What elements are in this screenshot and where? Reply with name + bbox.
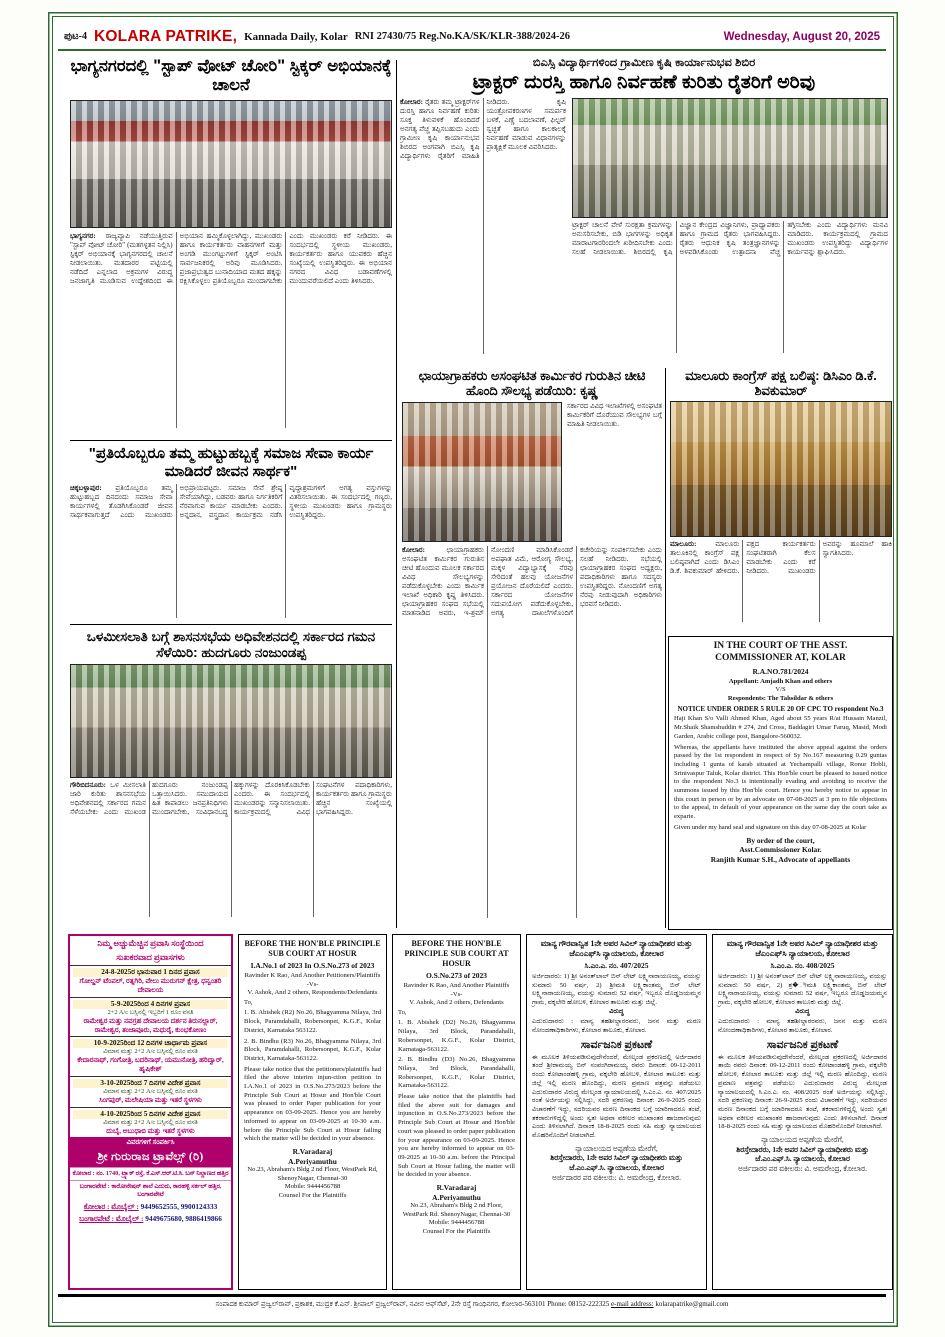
column-divider bbox=[665, 368, 666, 928]
article-body bbox=[402, 546, 662, 918]
article-tractor bbox=[400, 57, 888, 354]
notice-respondents: V. Ashok, And 2 others, Respondents/Defendants bbox=[247, 989, 378, 997]
notice-address-1: 1. B. Abishek (D2) No.26, Bhagyamma Nilaya, 3rd Block, Parandahalli, Robersonpet, K.G.F., Kolar District, Karnataga-563122. bbox=[398, 1019, 515, 1053]
ad-tour-date: 4-10-2025ರಿಂದ 5 ದಿನಗಳ ವಿದೇಶ ಪ್ರವಾಸ bbox=[73, 1110, 228, 1119]
article-kicker: ಬಿಎಸ್ಸಿ ವಿದ್ಯಾರ್ಥಿಗಳಿಂದ ಗ್ರಾಮೀಣ ಕೃಷಿ ಕಾರ್ಯಾನುಭವ ಶಿಬಿರ bbox=[532, 57, 756, 69]
notice-vs: -Vs- bbox=[450, 990, 463, 998]
notice-signature-2: Asst.Commissioner Kolar. bbox=[739, 845, 822, 855]
ad-tour-date: 24-8-2025ರ ಭಾನುವಾರ 1 ದಿನದ ಪ್ರವಾಸ bbox=[73, 968, 228, 977]
ad-phone-number: 9449675680, 9886419866 bbox=[145, 1214, 222, 1224]
notice-order-line: NOTICE UNDER ORDER 5 RULE 20 OF CPC TO respondent No.3 bbox=[677, 705, 884, 714]
article-headline: ಟ್ರಾಕ್ಟರ್ ದುರಸ್ತಿ ಹಾಗೂ ನಿರ್ವಹಣೆ ಕುರಿತು ರೈತರಿಗೆ ಅರಿವು bbox=[472, 72, 816, 93]
notice-respondents: ಎದುರುದಾರರು : ಮಾನ್ಯ ತಹಶೀಲ್ದಾರರವರು, ಜನನ ಮತ್ತು ಮರಣ ನೋಂದಣಾಧಿಕಾರಿಗಳು, ಕೋಲಾರ ತಾಲೂಕು, ಕೋಲಾರ. bbox=[718, 1018, 887, 1035]
notice-appellant: Appellant: Amjadh Khan and others bbox=[728, 677, 833, 685]
article-body bbox=[670, 540, 892, 622]
notice-vs: -Vs- bbox=[306, 980, 319, 988]
article-service-quote bbox=[70, 445, 392, 618]
legal-notice-hosur-ia bbox=[238, 934, 387, 1290]
footer-phone: Phone: 08152-222325 bbox=[547, 1300, 610, 1308]
ad-address-kolar: ಕೋಲಾರ : ನಂ. 1740, ಟ್ರ್ಯಾಕ್ ರಸ್ತೆ, ಕೆ.ಎಸ್.ಆರ್.ಟಿ.ಸಿ. ಬಸ್ ನಿಲ್ದಾಣದ ಹತ್ತಿರ bbox=[70, 1167, 231, 1180]
notice-to: To, bbox=[398, 1008, 407, 1016]
notice-counsel-name-2: A.Periyamuthu bbox=[432, 1192, 481, 1202]
notice-court-line2: COMMISSIONER AT, KOLAR bbox=[715, 652, 846, 663]
imprint-text: ಸಂಪಾದಕ ಕುಮಾರ್ ಪ್ರಜ್ವಲ್‌ರಾವ್, ಪ್ರಕಾಶಕ, ಮುದ್ರಕ ಕೆ.ಎನ್. ಶ್ರೀಪಾಲ್ ಪ್ರಜ್ವಲ್‌ರಾವ್, ನವೀನ ಆಫ್‌ಸೆಟ್, 2ನೇ ರಸ್ತೆ ಗಾಂಧಿನಗರ, ಕೋಲಾರ-563101 bbox=[215, 1300, 546, 1308]
ad-tour-row bbox=[70, 1076, 231, 1107]
notice-address-2: 2. B. Bindhu (D3) No.26, Bhagyamma Nilaya, 3rd Block, Parandahalli, Robersonpet, K.G.F., Kolar District, Karnataka-563122. bbox=[398, 1056, 515, 1090]
masthead bbox=[58, 24, 886, 51]
article-reservation bbox=[70, 629, 392, 917]
notice-court: BEFORE THE HON'BLE PRINCIPLE SUB COURT AT HOSUR bbox=[244, 939, 381, 958]
notice-sheristedar: ಶಿರಸ್ತೇದಾರರು, 1ನೇ ಅಪರ ಸಿವಿಲ್ ನ್ಯಾಯಾಧೀಶರು ಮತ್ತು ಜೆ.ಎಂ.ಎಫ್.ಸಿ. ನ್ಯಾಯಾಲಯ, ಕೋಲಾರ bbox=[736, 1144, 869, 1164]
page-number-label: ಪುಟ-4 bbox=[64, 31, 88, 42]
notice-counsel-name-1: R.Varadaraj bbox=[436, 1183, 477, 1193]
section-divider bbox=[70, 440, 392, 441]
ad-tour-row bbox=[70, 997, 231, 1037]
ad-tour-row bbox=[70, 965, 231, 997]
notice-case-number: I.A.No.1 of 2023 In O.S.No.273 of 2023 bbox=[250, 961, 375, 970]
notice-by-order: ನ್ಯಾಯಾಲಯದ ಅಪ್ಪಣೆಯ ಮೇರೆಗೆ, bbox=[761, 1135, 844, 1145]
notice-counsel-name-1: R.Varadaraj bbox=[292, 1146, 333, 1156]
article-body bbox=[70, 781, 392, 917]
newspaper-title: KOLARA PATRIKE, bbox=[94, 27, 238, 45]
ad-tour-destinations: ರಾಮೇಶ್ವರ ಮತ್ತು ನವಗ್ರಹ ದೇವಾಲಯ ದರ್ಶನ ತಿರುನಲ್ಲಾರ್, ರಾಮೇಶ್ವರ, ತಂಜಾವೂರು, ಮಧುರೈ, ಕುಂಭಕೋಣಂ bbox=[83, 1016, 218, 1034]
article-photographers bbox=[402, 368, 662, 918]
notice-address-1: 1. B. Abishek (R2) No.26, Bhagyamma Nilaya, 3rd Block, Paramdahalli, Robersonpet, K.G.F., Kolar District, Karnataka 563122. bbox=[244, 1009, 381, 1034]
ad-tour-row bbox=[70, 1107, 231, 1138]
article-headline: ಮಾಲೂರು ಕಾಂಗ್ರೆಸ್ ಪಕ್ಷ ಬಲಿಷ್ಠ: ಡಿಸಿಎಂ ಡಿ.ಕೆ. ಶಿವಕುಮಾರ್ bbox=[685, 368, 877, 399]
ad-agency-name: ಶ್ರೀ ಗುರುರಾಜ ಟ್ರಾವೆಲ್ಸ್ (ರಿ) bbox=[70, 1148, 231, 1167]
article-body-left bbox=[400, 98, 566, 354]
ad-tour-date: 5-9-2025ರಿಂದ 4 ದಿನಗಳ ಪ್ರವಾಸ bbox=[73, 1000, 228, 1009]
dateline: ಮಾಲೂರು: bbox=[670, 540, 697, 549]
footer-rule bbox=[58, 1294, 886, 1297]
dateline: ಭಾಗ್ಯನಗರ: bbox=[70, 231, 96, 240]
article-photo-shivakumar bbox=[670, 401, 892, 537]
legal-notice-hosur-os bbox=[392, 934, 521, 1290]
travel-agency-ad bbox=[68, 934, 233, 1290]
article-maluru-congress bbox=[670, 368, 892, 622]
notice-court-line1: IN THE COURT OF THE ASST. bbox=[713, 641, 848, 651]
article-text: ಪ್ರತಿಯೊಬ್ಬರೂ ತಮ್ಮ ಹುಟ್ಟುಹಬ್ಬದ ದಿನದಂದು ಸಮಾಜ ಸೇವಾ ಕಾರ್ಯಗಳಲ್ಲಿ ತೊಡಗಿಸಿಕೊಂಡರೆ ಜೀವನ ಸಾರ್ಥಕವಾಗುತ್ತದೆ ಎಂದು ಮುಖಂಡರು ಅಭಿಪ್ರಾಯಪಟ್ಟರು. ಸಮಾಜ ಸೇವೆ ಶ್ರೇಷ್ಠ ಸೇವೆಯಾಗಿದ್ದು, ಬಡವರು ಹಾಗೂ ನಿರ್ಗತಿಕರಿಗೆ ನೆರವಾಗುವ ಕಾರ್ಯ ಮಾಡಬೇಕು ಎಂದರು. ಅನ್ನದಾನ, ವಸ್ತ್ರದಾನ ಕಾರ್ಯಕ್ರಮ ನಡೆಸಿ ವೃದ್ಧಾಶ್ರಮಗಳಿಗೆ ಅಗತ್ಯ ವಸ್ತುಗಳನ್ನು ವಿತರಿಸಲಾಯಿತು. ಈ ಸಂದರ್ಭದಲ್ಲಿ ಗಣ್ಯರು, ಸ್ಥಳೀಯ ಮುಖಂಡರು ಹಾಗೂ ಗ್ರಾಮಸ್ಥರು ಉಪಸ್ಥಿತರಿದ್ದರು. bbox=[70, 484, 392, 520]
ad-tour-destinations: ಕೇದಾರನಾಥ್, ಗಂಗೋತ್ರಿ, ಬದರಿನಾಥ್, ಯಮುನೋತ್ರಿ, ಹರಿದ್ವಾರ್, ಹೃಷಿಕೇಶ್ bbox=[77, 1056, 224, 1073]
article-text: ರೈತರು ತಮ್ಮ ಟ್ರಾಕ್ಟರ್‌ಗಳ ದುರಸ್ತಿ ಹಾಗೂ ನಿರ್ವಹಣೆ ಕುರಿತು ಸೂಕ್ತ ತಿಳುವಳಿಕೆ ಹೊಂದಿದರೆ ಅನಗತ್ಯ ವೆಚ್ಚ ತಪ್ಪಿಸಬಹುದು ಎಂದು ಗ್ರಾಮೀಣ ಕೃಷಿ ಕಾರ್ಯಾನುಭವ ಶಿಬಿರದ ಅಂಗವಾಗಿ ಬಿಎಸ್ಸಿ ಕೃಷಿ ವಿದ್ಯಾರ್ಥಿಗಳು ರೈತರಿಗೆ ಮಾಹಿತಿ ನೀಡಿದರು. ಕೃಷಿ ಯಂತ್ರೋಪಕರಣಗಳ ಸಮರ್ಪಕ ಬಳಕೆ, ಎಣ್ಣೆ ಬದಲಾವಣೆ, ಫಿಲ್ಟರ್ ಸ್ವಚ್ಛತೆ ಹಾಗೂ ಕಾಲಕಾಲಕ್ಕೆ ನಿರ್ವಹಣೆ ಮಾಡುವ ವಿಧಾನಗಳನ್ನು ಪ್ರಾತ್ಯಕ್ಷಿಕೆ ಮೂಲಕ ವಿವರಿಸಿದರು. bbox=[400, 98, 566, 161]
notice-signature-1: By order of the court, bbox=[746, 835, 815, 845]
article-headline: "ಪ್ರತಿಯೊಬ್ಬರೂ ತಮ್ಮ ಹುಟ್ಟುಹಬ್ಬಕ್ಕೆ ಸಮಾಜ ಸೇವಾ ಕಾರ್ಯ ಮಾಡಿದರೆ ಜೀವನ ಸಾರ್ಥಕ" bbox=[88, 445, 374, 480]
newspaper-subtitle: Kannada Daily, Kolar bbox=[244, 30, 348, 43]
notice-counsel-role: Counsel For the Plaintiffs bbox=[422, 1227, 491, 1235]
registration-number: RNI 27430/75 Reg.No.KA/SK/KLR-388/2024-26 bbox=[354, 31, 570, 42]
article-photo-photographers bbox=[402, 402, 562, 542]
notice-court: ಮಾನ್ಯ ಗೌರವಾನ್ವಿತ 1ನೇ ಅಪರ ಸಿವಿಲ್ ನ್ಯಾಯಾಧೀಶರ ಮತ್ತು ಜೆಎಂಎಫ್‌ಸಿ ನ್ಯಾಯಾಲಯ, ಕೋಲಾರ bbox=[540, 939, 693, 958]
notice-body-3: Given under my hand seal and signature on this day 07-08-2025 at Kolar bbox=[674, 823, 867, 831]
ad-address-bangarpet: ಬಂಗಾರಪೇಟೆ : ಕಾರೋನೇಷನ್ ಶಾಲೆ ಎದುರು, ಕಾರಹಳ್ಳಿ ಸರ್ಕಲ್ ಹತ್ತಿರ, ಬಂಗಾರಪೇಟೆ bbox=[70, 1180, 231, 1201]
article-stop-vote bbox=[70, 57, 392, 428]
notice-body-2: Whereas, the appellants have instituted the above appeal against the orders passed by the 1st respondent in respect of Sy No.167 measuring 0.29 guntas including 1 gunta of karab situated at Yechampalli village, Ronur Hobli, Srinivaspur Taluk, Kolar district. This Hon'ble court be pleased to issued notice to the respondent No.3 is intentionally evading and avoiding to receive the summons issued by this Hon'ble court. Hence you hereby notice to appear in this court in person or by an advocate on 07-08-2025 at 3 pm to file objections to the appeal, in default of your appearance on the same day the court take as exparte. bbox=[674, 743, 887, 821]
ad-tour-row bbox=[70, 1036, 231, 1076]
article-headline: ಭಾಗ್ಯನಗರದಲ್ಲಿ "ಸ್ಟಾಪ್ ವೋಟ್ ಚೋರಿ" ಸ್ಟಿಕ್ಕರ್ ಅಭಿಯಾನಕ್ಕೆ ಚಾಲನೆ bbox=[70, 57, 392, 95]
article-photo-stop-vote bbox=[70, 100, 392, 228]
notice-counsel-address: No.23, Abraham's Bldg 2 nd Floor, WestPark Rd. ShenoyNagar, Chennai-30 bbox=[402, 1202, 511, 1218]
notice-plaintiffs: Ravinder K Rao, And Another Plaintiffs bbox=[403, 982, 510, 989]
notice-court: ಮಾನ್ಯ ಗೌರವಾನ್ವಿತ 1ನೇ ಅಪರ ಸಿವಿಲ್ ನ್ಯಾಯಾಧೀಶರ ಮತ್ತು ಜೆಎಂಎಫ್‌ಸಿ ನ್ಯಾಯಾಲಯ, ಕೋಲಾರ bbox=[726, 939, 879, 958]
notice-sheristedar: ಶಿರಸ್ತೇದಾರರು, 1ನೇ ಅಪರ ಸಿವಿಲ್ ನ್ಯಾಯಾಧೀಶರು ಮತ್ತು ಜೆ.ಎಂ.ಎಫ್.ಸಿ. ನ್ಯಾಯಾಲಯ, ಕೋಲಾರ bbox=[550, 1153, 683, 1173]
article-photo-tractor-camp bbox=[572, 98, 888, 218]
notice-defendants: V. Ashok, And 2 others, Defendants bbox=[409, 999, 504, 1007]
article-side-text: ಸರ್ಕಾರದ ವಿವಿಧ ಇಲಾಖೆಗಳಲ್ಲಿ ಅಸಂಘಟಿತ ಕಾರ್ಮಿಕರಿಗೆ ದೊರೆಯುವ ಸೌಲಭ್ಯಗಳ ಬಗ್ಗೆ ಮಾಹಿತಿ ನೀಡಲಾಯಿತು. bbox=[567, 402, 662, 429]
ad-header-line2: ಸುಖಕರವಾದ ಪ್ರವಾಸಗಳು bbox=[116, 951, 185, 962]
article-body-bottom bbox=[572, 221, 888, 353]
kannada-court-notice-407 bbox=[526, 934, 707, 1290]
ad-phone-bangarpet bbox=[70, 1213, 231, 1225]
dateline: ಗೌರಿಬಿದನೂರು: bbox=[70, 780, 106, 789]
notice-body: ಈ ಮೂಲಕ ತಿಳಿಯಪಡಿಸುವುದೇನೆಂದರೆ, ಮೇಲ್ಕಂಡ ಪ್ರಕರಣದಲ್ಲಿ ಅರ್ಜಿದಾರರ ತಾಯಿ ರವರು ದಿನಾಂಕ: 09-12-2011 ರಂದು ಕೋಟಾಂಡಹಳ್ಳಿ ಗ್ರಾಮ, ವಕ್ಕಲೇರಿ ಹೋಬಳಿ, ಕೋಲಾರ ತಾಲೂಕು ಮತ್ತು ಜಿಲ್ಲೆ ಇಲ್ಲಿ ಮರಣ ಹೊಂದಿದ್ದು, ಮರಣ ಪ್ರಮಾಣ ಪತ್ರವನ್ನು ಪಡೆಯಲು ಎದುರುದಾರರ ವಿರುದ್ಧ ಮೇಲ್ಕಂಡ ನ್ಯಾಯಾಲಯದಲ್ಲಿ ಸಿ.ಎಂ.ಎ. ನಂ. 408/2025 ರಂತೆ ಅರ್ಜಿಯನ್ನು ಸಲ್ಲಿಸಿದ್ದು, ಸದರಿ ಪ್ರಕರಣವು ದಿನಾಂಕ: 26-9-2025 ರಂದು ವಿಚಾರಣೆಗೆ ಇದ್ದು, ಸದರಿಯವರ ಮರಣ ದಿನಾಂಕದ ಬಗ್ಗೆ ಯಾರಿಗಾದರೂ ತಂಟೆ, ತಕರಾರುಗಳಿದ್ದಲ್ಲಿ ಅಂದು ಸ್ವತಃ ಅಥವಾ ವಕೀಲರ ಮುಖಾಂತರ ಹಾಜರಾಗುವುದು ಎಂದು ತಿಳಿಸಲಾಗಿದೆ. ದಿನಾಂಕ 18-8-2025 ರಂದು ಸಹಿ ಮತ್ತು ನ್ಯಾಯಾಲಯದ ಮೊಹರಿನೊಂದಿಗೆ ನೀಡಲಾಗಿದೆ. bbox=[718, 1053, 887, 1131]
notice-versus: ವಿರುದ್ಧ bbox=[795, 1007, 810, 1015]
footer-imprint bbox=[58, 1300, 886, 1309]
ad-tour-destinations: ಗೋಲ್ಡನ್ ಟೆಂಪಲ್, ರತ್ನಗಿರಿ, ವೇಲು ಮುರುಗನ್ ಕ್ಷೇತ್ರ, ಧನ್ವಂತರಿ ದೇವಾಲಯ bbox=[79, 977, 222, 994]
issue-date: Wednesday, August 20, 2025 bbox=[723, 30, 880, 43]
article-text: ಟ್ರಾಕ್ಟರ್ ಚಾಲನೆ ವೇಳೆ ಸುರಕ್ಷತಾ ಕ್ರಮಗಳನ್ನು ಅನುಸರಿಸಬೇಕು, ಬಿಡಿ ಭಾಗಗಳನ್ನು ಅಧಿಕೃತ ಮಾರಾಟಗಾರರಿಂದಲೇ ಖರೀದಿಸಬೇಕು ಎಂದು ಸಲಹೆ ನೀಡಲಾಯಿತು. ಶಿಬಿರದಲ್ಲಿ ಕೃಷಿ ವಿಜ್ಞಾನ ಕೇಂದ್ರದ ವಿಜ್ಞಾನಿಗಳು, ಪ್ರಾಧ್ಯಾಪಕರು ಹಾಗೂ ಗ್ರಾಮದ ರೈತರು ಭಾಗವಹಿಸಿದ್ದರು. ರೈತರು ಆಧುನಿಕ ಕೃಷಿ ತಂತ್ರಜ್ಞಾನಗಳನ್ನು ಅಳವಡಿಸಿಕೊಂಡು ಉತ್ಪಾದನಾ ವೆಚ್ಚ ತಗ್ಗಿಸಬೇಕು ಎಂದು ವಿದ್ಯಾರ್ಥಿಗಳು ಮನವಿ ಮಾಡಿದರು. ಕಾರ್ಯಕ್ರಮದಲ್ಲಿ ಗ್ರಾಮದ ಮುಖಂಡರು ಉಪಸ್ಥಿತರಿದ್ದು ವಿದ್ಯಾರ್ಥಿಗಳ ಕಾರ್ಯವನ್ನು ಶ್ಲಾಘಿಸಿದರು. bbox=[572, 221, 888, 257]
notice-court: BEFORE THE HON'BLE PRINCIPLE SUB COURT AT HOSUR bbox=[404, 939, 509, 968]
dateline: ಕೋಲಾರ: bbox=[402, 546, 425, 555]
notice-versus: ವಿರುದ್ಧ bbox=[609, 1007, 624, 1015]
notice-by-order: ನ್ಯಾಯಾಲಯದ ಅಪ್ಪಣೆಯ ಮೇರೆಗೆ, bbox=[575, 1143, 658, 1153]
ad-phone-label: ಕೋಲಾರ : ಮೊಬೈಲ್ : bbox=[83, 1202, 139, 1212]
notice-body: Please take notice that the plaintiffs had filed the above suit for damages and injunction in O.S.No.273/2023 before the Principle Sub Court at Hosur and Hon'ble court was pleased to order paper publication for your appearance on 03-09-2025. Hence you are hereby informed to appear on 03-09-2025 at 10-30 a.m. before the Principal Sub Court at Hosur failing, the matter will be decided in your absence. bbox=[398, 1093, 515, 1179]
notice-vs: V/S bbox=[775, 686, 786, 694]
notice-address-2: 2. B. Bindhu (R3) No.26, Bhagyamma Nilaya, 3rd Block, Paramdahalli, Robersonpet, K.G.F., Kolar District, Karnataka-563122. bbox=[244, 1037, 381, 1062]
notice-body-1: Haji Khan S/o Valli Ahmed Khan, Aged about 55 years R/at Hussain Manzil, Mr.Shaik Shamshuddin # 274, 2nd Cross, Baddagiri Umar Faruq, Masid, Modi Garden, Arabic college post, Bangalore-560032. bbox=[674, 715, 887, 740]
notice-case-number: ಸಿ.ಎಂ.ಎ. ನಂ. 408/2025 bbox=[770, 961, 835, 970]
ad-contact-label: ವಿವರಗಳಿಗೆ ಸಂಪರ್ಕಿಸಿ bbox=[70, 1137, 231, 1148]
court-notice-asst-commissioner bbox=[668, 636, 893, 930]
ad-phone-label: ಬಂಗಾರಪೇಟೆ : ಮೊಬೈಲ್ : bbox=[79, 1214, 144, 1224]
article-headline: ಛಾಯಾಗ್ರಾಹಕರು ಅಸಂಘಟಿತ ಕಾರ್ಮಿಕರ ಗುರುತಿನ ಚೀಟಿ ಹೊಂದಿ ಸೌಲಭ್ಯ ಪಡೆಯಿರಿ: ಕೃಷ್ಣ bbox=[418, 368, 646, 399]
notice-to: To, bbox=[244, 998, 253, 1006]
dateline: ಚಿಕ್ಕಬಳ್ಳಾಪುರ: bbox=[70, 484, 102, 493]
notice-counsel-address: No.23, Abraham's Bldg 2 nd Floor, WestPark Rd, ShenoyNagar, Chennai-30 bbox=[247, 1166, 378, 1182]
ad-tour-detail: ವಿಮಾನ ಮತ್ತು 2+2 A/c ಬಸ್ಸಿನಲ್ಲಿ ರೂಂ ವಸತಿ bbox=[103, 1118, 198, 1126]
ad-tour-destinations: ಸಿಂಗಪುರ್, ಮಲೇಷಿಯಾ ಮತ್ತು ಇತರೆ ಸ್ಥಳಗಳು bbox=[99, 1095, 202, 1104]
notice-signature-3: Ranjith Kumar S.H., Advocate of appellants bbox=[710, 854, 851, 864]
column-divider bbox=[396, 60, 397, 928]
article-body bbox=[70, 232, 392, 428]
article-text: ಒಳ ಮೀಸಲಾತಿ ಜಾರಿ ಕುರಿತು ಶಾಸನಸಭೆಯ ಅಧಿವೇಶನದಲ್ಲಿ ಸರ್ಕಾರದ ಗಮನ ಸೆಳೆಯಬೇಕು ಎಂದು ಮುಖಂಡ ಹುದಗೂರು ನಂಜುಂಡಪ್ಪ ಒತ್ತಾಯಿಸಿದರು. ಸಮುದಾಯದ ಹಿತ ಕಾಪಾಡಲು ಜನಪ್ರತಿನಿಧಿಗಳು ಮುಂದಾಗಬೇಕು, ಸಂವಿಧಾನಬದ್ಧ ಹಕ್ಕುಗಳನ್ನು ದೊರಕಿಸಿಕೊಡಬೇಕು ಎಂದರು. ಈ ಸಂದರ್ಭದಲ್ಲಿ ಮುಖಂಡರನ್ನು ಸನ್ಮಾನಿಸಲಾಯಿತು. ಕಾರ್ಯಕ್ರಮದಲ್ಲಿ ವಿವಿಧ ಸಂಘಟನೆಗಳ ಪದಾಧಿಕಾರಿಗಳು, ಕಾರ್ಯಕರ್ತರು ಹಾಗೂ ಗ್ರಾಮಸ್ಥರು ಹೆಚ್ಚಿನ ಸಂಖ್ಯೆಯಲ್ಲಿ ಭಾಗವಹಿಸಿದ್ದರು. bbox=[70, 780, 392, 816]
article-headline: ಒಳಮೀಸಲಾತಿ ಬಗ್ಗೆ ಶಾಸನಸಭೆಯ ಅಧಿವೇಶನದಲ್ಲಿ ಸರ್ಕಾರದ ಗಮನ ಸೆಳೆಯಿರಿ: ಹುದಗೂರು ನಂಜುಂಡಪ್ಪ bbox=[86, 629, 376, 660]
article-photo-garland bbox=[70, 664, 392, 778]
notice-counsel-mobile: Mobile: 9444456788 bbox=[428, 1219, 485, 1227]
footer-email: kolarapatrike@gmail.com bbox=[655, 1300, 729, 1308]
notice-public-announcement-heading: ಸಾರ್ವಜನಿಕ ಪ್ರಕಟಣೆ bbox=[766, 1038, 839, 1051]
kannada-court-notice-408 bbox=[712, 934, 893, 1290]
notice-petitioners: Ravinder K Rao, And Another Petitioners/Plaintiffs bbox=[244, 972, 381, 979]
notice-body: Please take notice that the petitioners/plaintiffs had filed the above interim injun-ction petition in I.A.No.1 of 2023 in O.S.No.273/2023 before the Principle Sub Court at Hosur and Hon'ble Court was pleased to order Paper publication for your appearance on 03-09-2025. Hence you are hereby informed to appear on 03-09-2025 at 10-30 a.m. before the Principle Sub Court at Hosur failing which the matter will be decided in your absence. bbox=[244, 1065, 381, 1143]
notice-advocate: ಅರ್ಜಿದಾರರ ಪರ ವಕೀಲರು: ವಿ. ಅಮರೇಂದ್ರ, ಕೋಲಾರ. bbox=[738, 1163, 867, 1173]
notice-case-number: ಸಿ.ಎಂ.ಎ. ನಂ. 407/2025 bbox=[584, 961, 649, 970]
ad-phone-number: 9449652555, 9900124333 bbox=[140, 1202, 218, 1212]
notice-public-announcement-heading: ಸಾರ್ವಜನಿಕ ಪ್ರಕಟಣೆ bbox=[580, 1038, 653, 1051]
notice-counsel-name-2: A.Periyamuthu bbox=[288, 1156, 337, 1166]
ad-tour-detail: 2+2 A/c ಬಸ್ಸಿನಲ್ಲಿ ಇಬ್ಬರಿಗೆ 1 ರೂಂ ವಸತಿ bbox=[107, 1008, 194, 1016]
section-divider bbox=[70, 624, 392, 625]
article-text: ಮಾಲೂರು ತಾಲೂಕಿನಲ್ಲಿ ಕಾಂಗ್ರೆಸ್ ಪಕ್ಷ ಬಲಿಷ್ಠವಾಗಿದೆ ಎಂದು ಡಿಸಿಎಂ ಡಿ.ಕೆ. ಶಿವಕುಮಾರ್ ಹೇಳಿದರು. ಪಕ್ಷದ ಕಾರ್ಯಕರ್ತರು ಸಂಘಟಿತರಾಗಿ ಕೆಲಸ ಮಾಡಬೇಕು ಎಂದು ಕರೆ ನೀಡಿದರು. ಮುಖಂಡರು ಅವರನ್ನು ಹೂಮಾಲೆ ಹಾಕಿ ಸ್ವಾಗತಿಸಿದರು. bbox=[670, 540, 892, 576]
notice-parties: ಅರ್ಜಿದಾರರು: 1) ಶ್ರೀ ಅನಂತ್‌ಲಾಲ್ ಬಿನ್ ಲೇಟ್ ಲಕ್ಷ್ಮಿನಾರಾಯಣಯ್ಯ, ವಯಸ್ಸು ಸುಮಾರು 50 ವರ್ಷ, 2) ಶ್ರ�ೀಮತಿ ಲಕ್ಷ್ಮಿಕಾಂತಮ್ಮ ಬಿನ್ ಲೇಟ್ ಲಕ್ಷ್ಮಿನಾರಾಯಣಯ್ಯ, ವಯಸ್ಸು ಸುಮಾರು 52 ವರ್ಷ, ಇಬ್ಬರೂ ದೊಡ್ಡಜಯಮ್ಮನ ಗ್ರಾಮ, ವಕ್ಕಲೇರಿ ಹೋಬಳಿ, ಕೋಲಾರ ತಾಲೂಕು ಮತ್ತು ಜಿಲ್ಲೆ. bbox=[718, 973, 887, 1007]
ad-tour-date: 10-9-2025ರಿಂದ 12 ದಿನಗಳ ಚಾರ್ಧಾಮ ಪ್ರವಾಸ bbox=[73, 1039, 228, 1048]
ad-tour-detail: ವಿಮಾನ ಮತ್ತು 2+2 A/c ಬಸ್ಸಿನಲ್ಲಿ ರೂಂ ವಸತಿ bbox=[103, 1048, 198, 1056]
notice-case-number: R.A.NO.781/2024 bbox=[752, 666, 809, 676]
notice-advocate: ಅರ್ಜಿದಾರರ ಪರ ವಕೀಲರು: ವಿ. ಅಮರೇಂದ್ರ, ಕೋಲಾರ. bbox=[552, 1172, 681, 1182]
notice-parties: ಅರ್ಜಿದಾರರು: 1) ಶ್ರೀ ಅನಂತ್‌ಲಾಲ್ ಬಿನ್ ಲೇಟ್ ಲಕ್ಷ್ಮಿನಾರಾಯಣಯ್ಯ, ವಯಸ್ಸು ಸುಮಾರು 50 ವರ್ಷ, 2) ಶ್ರೀಮತಿ ಲಕ್ಷ್ಮಿಕಾಂತಮ್ಮ ಬಿನ್ ಲೇಟ್ ಲಕ್ಷ್ಮಿನಾರಾಯಣಯ್ಯ, ವಯಸ್ಸು ಸುಮಾರು 52 ವರ್ಷ, ಇಬ್ಬರೂ ದೊಡ್ಡಜಯಮ್ಮನ ಗ್ರಾಮ, ವಕ್ಕಲೇರಿ ಹೋಬಳಿ, ಕೋಲಾರ ತಾಲೂಕು ಮತ್ತು ಜಿಲ್ಲೆ. bbox=[532, 973, 701, 1007]
footer-email-label: e-mail address: bbox=[611, 1300, 654, 1308]
ad-tour-detail: ವಿಮಾನ ಮತ್ತು 2+2 A/c ಬಸ್ಸಿನಲ್ಲಿ ರೂಂ ವಸತಿ bbox=[103, 1087, 198, 1095]
notice-counsel-mobile: Mobile: 9444456788 bbox=[284, 1183, 341, 1191]
ad-header-line1: ನಿಮ್ಮ ಅಚ್ಚುಮೆಚ್ಚಿನ ಪ್ರವಾಸಿ ಸಂಸ್ಥೆಯಿಂದ bbox=[97, 938, 204, 948]
notice-counsel-role: Counsel For the Plaintiffs bbox=[278, 1191, 347, 1199]
article-text: ರಾಜ್ಯವ್ಯಾಪಿ ನಡೆಯುತ್ತಿರುವ "ಸ್ಟಾಪ್ ವೋಟ್ ಚೋರಿ" (ಮತಗಳ್ಳತನ ನಿಲ್ಲಿಸಿ) ಸ್ಟಿಕ್ಕರ್ ಅಭಿಯಾನಕ್ಕೆ ಭಾಗ್ಯನಗರದಲ್ಲಿ ಚಾಲನೆ ನೀಡಲಾಯಿತು. ಮತದಾರರ ಪಟ್ಟಿಯಲ್ಲಿ ನಡೆದಿದೆ ಎನ್ನಲಾದ ಅಕ್ರಮಗಳ ವಿರುದ್ಧ ಜನಜಾಗೃತಿ ಮೂಡಿಸುವ ಉದ್ದೇಶದಿಂದ ಈ ಅಭಿಯಾನ ಹಮ್ಮಿಕೊಳ್ಳಲಾಗಿದ್ದು, ಮುಖಂಡರು ಹಾಗೂ ಕಾರ್ಯಕರ್ತರು ವಾಹನಗಳಿಗೆ ಮತ್ತು ಅಂಗಡಿ ಮುಂಗಟ್ಟುಗಳಿಗೆ ಸ್ಟಿಕ್ಕರ್ ಅಂಟಿಸಿ ಸಾರ್ವಜನಿಕರಲ್ಲಿ ಅರಿವು ಮೂಡಿಸಿದರು. ಪ್ರಜಾಪ್ರಭುತ್ವದ ಬುನಾದಿಯಾದ ಮತದ ಹಕ್ಕನ್ನು ರಕ್ಷಿಸಿಕೊಳ್ಳಲು ಪ್ರತಿಯೊಬ್ಬರೂ ಮುಂದಾಗಬೇಕು ಎಂದು ಮುಖಂಡರು ಕರೆ ನೀಡಿದರು. ಈ ಸಂದರ್ಭದಲ್ಲಿ ಸ್ಥಳೀಯ ಮುಖಂಡರು, ಕಾರ್ಯಕರ್ತರು ಹಾಗೂ ಯುವಕರು ಹೆಚ್ಚಿನ ಸಂಖ್ಯೆಯಲ್ಲಿ ಉಪಸ್ಥಿತರಿದ್ದರು. ಈ ಅಭಿಯಾನ ನಗರದ ವಿವಿಧ ಬಡಾವಣೆಗಳಲ್ಲಿ ಮುಂದುವರೆಯಲಿದೆ ಎಂದು ತಿಳಿಸಿದರು. bbox=[70, 231, 392, 285]
article-body bbox=[70, 484, 392, 618]
dateline: ಕೋಲಾರ: bbox=[400, 98, 423, 107]
notice-respondents: ಎದುರುದಾರರು : ಮಾನ್ಯ ತಹಶೀಲ್ದಾರರವರು, ಜನನ ಮತ್ತು ಮರಣ ನೋಂದಣಾಧಿಕಾರಿಗಳು, ಕೋಲಾರ ತಾಲೂಕು, ಕೋಲಾರ. bbox=[532, 1018, 701, 1035]
notice-respondents: Respondents: The Tahsildar & others bbox=[727, 694, 834, 702]
notice-case-number: O.S.No.273 of 2023 bbox=[425, 971, 488, 980]
ad-tour-date: 3-10-2025ರಿಂದ 7 ದಿನಗಳ ವಿದೇಶ ಪ್ರವಾಸ bbox=[73, 1079, 228, 1088]
ad-tour-destinations: ದುಬೈ, ಅಬುಧಾಬಿ ಮತ್ತು ಇತರೆ ಸ್ಥಳಗಳು bbox=[106, 1126, 195, 1135]
ad-phone-kolar bbox=[70, 1201, 231, 1213]
notice-body: ಈ ಮೂಲಕ ತಿಳಿಯಪಡಿಸುವುದೇನೆಂದರೆ, ಮೇಲ್ಕಂಡ ಪ್ರಕರಣದಲ್ಲಿ ಅರ್ಜಿದಾರರ ತಂದೆ ಶ್ರೀರಾಮಯ್ಯ ಬಿನ್ ಸಂಪಂಗಿರಾಮಯ್ಯ ರವರು ದಿನಾಂಕ: 09-12-2011 ರಂದು ಕೋಟಾಂಡಹಳ್ಳಿ ಗ್ರಾಮ, ವಕ್ಕಲೇರಿ ಹೋಬಳಿ, ಕೋಲಾರ ತಾಲೂಕು ಮತ್ತು ಜಿಲ್ಲೆ ಇಲ್ಲಿ ಮರಣ ಹೊಂದಿದ್ದು, ಮರಣ ಪ್ರಮಾಣ ಪತ್ರವನ್ನು ಪಡೆಯಲು ಎದುರುದಾರರ ವಿರುದ್ಧ ಮೇಲ್ಕಂಡ ನ್ಯಾಯಾಲಯದಲ್ಲಿ ಸಿ.ಎಂ.ಎ. ನಂ. 407/2025 ರಂತೆ ಅರ್ಜಿಯನ್ನು ಸಲ್ಲಿಸಿದ್ದು, ಸದರಿ ಪ್ರಕರಣವು ದಿನಾಂಕ: 26-9-2025 ರಂದು ವಿಚಾರಣೆಗೆ ಇದ್ದು, ಸದರಿಯವರ ಮರಣ ದಿನಾಂಕದ ಬಗ್ಗೆ ಯಾರಿಗಾದರೂ ತಂಟೆ, ತಕರಾರುಗಳಿದ್ದಲ್ಲಿ ಅಂದು ಸ್ವತಃ ಅಥವಾ ವಕೀಲರ ಮುಖಾಂತರ ಹಾಜರಾಗುವುದು ಎಂದು ತಿಳಿಸಲಾಗಿದೆ. ದಿನಾಂಕ 18-8-2025 ರಂದು ಸಹಿ ಮತ್ತು ನ್ಯಾಯಾಲಯದ ಮೊಹರಿನೊಂದಿಗೆ ನೀಡಲಾಗಿದೆ. bbox=[532, 1053, 701, 1140]
article-text: ಛಾಯಾಗ್ರಾಹಕರು ಅಸಂಘಟಿತ ಕಾರ್ಮಿಕರ ಗುರುತಿನ ಚೀಟಿ ಹೊಂದುವ ಮೂಲಕ ಸರ್ಕಾರದ ವಿವಿಧ ಸೌಲಭ್ಯಗಳನ್ನು ಪಡೆದುಕೊಳ್ಳಬೇಕು ಎಂದು ಕಾರ್ಮಿಕ ಇಲಾಖೆ ಅಧಿಕಾರಿ ಕೃಷ್ಣ ತಿಳಿಸಿದರು. ಛಾಯಾಗ್ರಾಹಕರ ಸಂಘದ ಸಭೆಯಲ್ಲಿ ಮಾತನಾಡಿದ ಅವರು, ಇ-ಶ್ರಮ್ ನೋಂದಣಿ ಮಾಡಿಸಿಕೊಂಡರೆ ಅಪಘಾತ ವಿಮೆ, ಆರೋಗ್ಯ ಸೌಲಭ್ಯ, ಮಕ್ಕಳ ವಿದ್ಯಾಭ್ಯಾಸಕ್ಕೆ ನೆರವು ಸೇರಿದಂತೆ ಹಲವು ಯೋಜನೆಗಳ ಪ್ರಯೋಜನ ದೊರೆಯಲಿದೆ ಎಂದರು. ಸರ್ಕಾರದ ಯೋಜನೆಗಳ ಸದುಪಯೋಗ ಪಡೆದುಕೊಳ್ಳಬೇಕು, ಅಗತ್ಯ ದಾಖಲೆಗಳೊಂದಿಗೆ ಕಚೇರಿಯನ್ನು ಸಂಪರ್ಕಿಸಬೇಕು ಎಂದು ಸಲಹೆ ನೀಡಿದರು. ಸಭೆಯಲ್ಲಿ ಛಾಯಾಗ್ರಾಹಕರ ಸಂಘದ ಅಧ್ಯಕ್ಷರು, ಪದಾಧಿಕಾರಿಗಳು ಹಾಗೂ ಸದಸ್ಯರು ಉಪಸ್ಥಿತರಿದ್ದರು. ನೋಂದಣಿಗೆ ಅಗತ್ಯ ನೆರವು ನೀಡುವುದಾಗಿ ಅಧಿಕಾರಿಗಳು ಭರವಸೆ ನೀಡಿದರು. bbox=[402, 546, 662, 617]
